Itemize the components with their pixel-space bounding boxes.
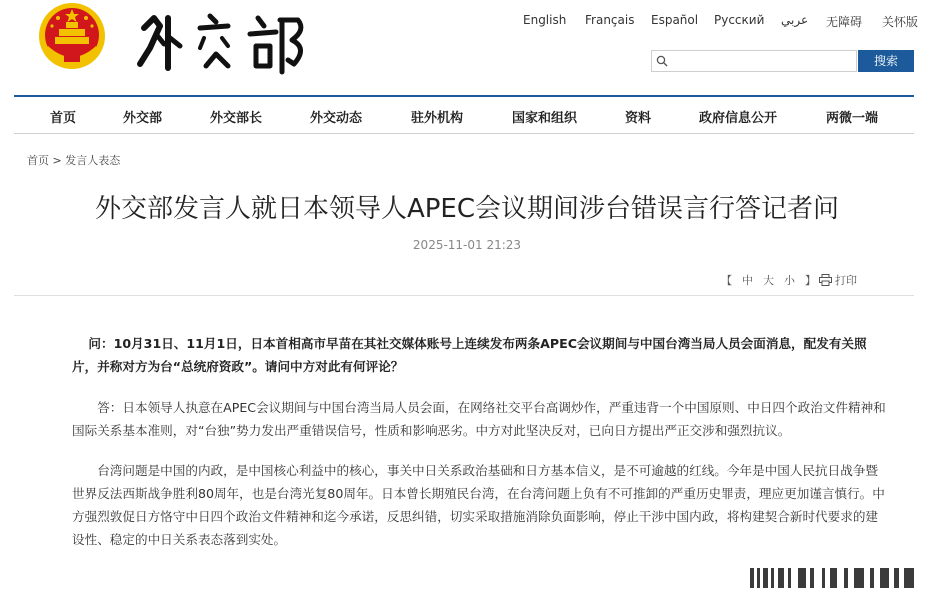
- nav-item-government-info[interactable]: 政府信息公开: [699, 111, 778, 126]
- search-button[interactable]: 搜索: [858, 50, 914, 72]
- content-divider: [14, 295, 914, 296]
- lang-russian-link[interactable]: Русский: [714, 13, 765, 27]
- print-button[interactable]: [819, 272, 857, 288]
- search-icon: [656, 55, 668, 67]
- nav-bottom-border: [14, 133, 914, 134]
- font-size-bracket-close: 】: [805, 274, 816, 287]
- print-label: 打印: [835, 274, 857, 287]
- national-emblem-logo[interactable]: [38, 2, 106, 70]
- font-size-large-link[interactable]: 中: [742, 274, 753, 287]
- nav-item-ministry[interactable]: 外交部: [123, 111, 163, 126]
- main-nav: [14, 97, 914, 133]
- lang-english-link[interactable]: English: [523, 13, 567, 27]
- nav-item-missions-abroad[interactable]: 驻外机构: [411, 111, 464, 126]
- lang-arabic-link[interactable]: عربي: [781, 13, 809, 27]
- article-datetime: 2025-11-01 21:23: [412, 238, 522, 252]
- lang-spanish-link[interactable]: Español: [651, 13, 699, 27]
- breadcrumb-home-link[interactable]: 首页: [27, 154, 49, 167]
- answer-paragraph: 答：日本领导人执意在APEC会议期间与中国台湾当局人员会面，在网络社交平台高调炒作，严重违背一个中国原则、中日四个政治文件精神和国际关系基本准则，对“台独”势力发出严重错误信号，性质和影响恶劣。中方对此坚决反对，已向日方提出严正交涉和强烈抗议。: [72, 400, 886, 438]
- font-size-bracket-open: 【: [721, 274, 732, 287]
- nav-item-minister[interactable]: 外交部长: [210, 111, 263, 126]
- lang-french-link[interactable]: Français: [585, 13, 635, 27]
- font-size-small-link[interactable]: 小: [784, 274, 795, 287]
- breadcrumb-separator: >: [49, 154, 66, 167]
- nav-item-resources[interactable]: 资料: [625, 111, 652, 126]
- nav-item-home[interactable]: 首页: [50, 111, 77, 126]
- font-size-switcher: [716, 272, 821, 288]
- question-paragraph: 问：10月31日、11月1日，日本首相高市早苗在其社交媒体账号上连续发布两条APEC会议期间与中国台湾当局人员会面消息，配发有关照片，并称对方为台“总统府资政”。请问中方对此有何评论？: [72, 336, 867, 374]
- ministry-calligraphy-logo: [130, 4, 310, 76]
- search-input[interactable]: [672, 53, 856, 71]
- breadcrumb-section-link[interactable]: 发言人表态: [65, 154, 121, 167]
- breadcrumb: [27, 152, 120, 168]
- elder-care-mode-link[interactable]: 关怀版: [882, 15, 919, 29]
- font-size-medium-link[interactable]: 大: [763, 274, 774, 287]
- article-title: 外交部发言人就日本领导人APEC会议期间涉台错误言行答记者问: [94, 194, 840, 224]
- accessibility-link[interactable]: 无障碍: [826, 15, 863, 29]
- nav-item-social-media[interactable]: 两微一端: [826, 111, 879, 126]
- nav-item-diplomatic-news[interactable]: 外交动态: [310, 111, 363, 126]
- site-header: [0, 0, 934, 92]
- search-box: [651, 50, 857, 72]
- body-paragraph: 台湾问题是中国的内政，是中国核心利益中的核心，事关中日关系政治基础和日方基本信义，是不可逾越的红线。今年是中国人民抗日战争暨世界反法西斯战争胜利80周年，也是台湾光复80周年。日本曾长期殖民台湾，在台湾问题上负有不可推卸的严重历史罪责，理应更加谨言慎行。中方强烈敦促日方恪守中日四个政治文件精神和迄今承诺，反思纠错，切实采取措施消除负面影响，停止干涉中国内政，将构建契合新时代要求的建设性、稳定的中日关系表态落到实处。: [72, 463, 885, 547]
- watermark-image: [748, 564, 918, 592]
- nav-item-countries-organizations[interactable]: 国家和组织: [512, 111, 578, 126]
- printer-icon: [819, 274, 832, 286]
